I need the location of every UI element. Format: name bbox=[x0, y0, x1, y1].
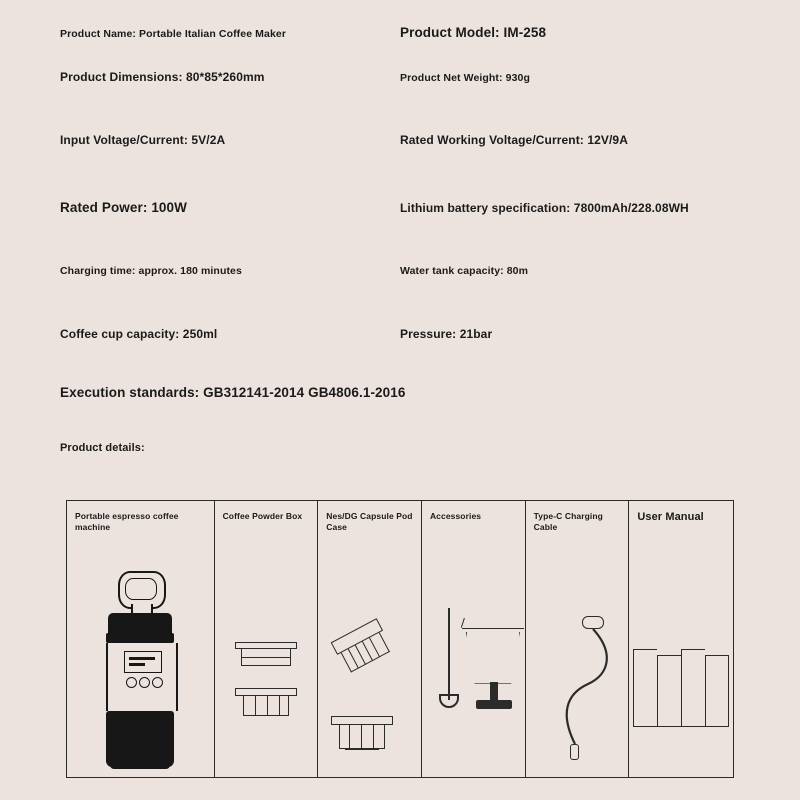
details-column-capsule-pod-case bbox=[318, 501, 422, 777]
spec-row bbox=[60, 24, 760, 70]
details-caption: Type-C Charging Cable bbox=[533, 511, 603, 532]
details-caption: User Manual bbox=[637, 511, 704, 523]
details-caption: Accessories bbox=[429, 511, 482, 521]
details-caption: Nes/DG Capsule Pod Case bbox=[326, 511, 413, 532]
user-manual-icon bbox=[629, 525, 733, 777]
details-column-usb-c-cable bbox=[526, 501, 630, 777]
spec-product-net-weight: Product Net Weight: 930g bbox=[400, 72, 530, 84]
spec-water-tank-capacity: Water tank capacity: 80m bbox=[400, 265, 529, 277]
spec-rated-working-voltage: Rated Working Voltage/Current: 12V/9A bbox=[400, 133, 628, 147]
spec-coffee-cup-capacity: Coffee cup capacity: 250ml bbox=[60, 327, 218, 341]
spec-row bbox=[60, 327, 760, 379]
spec-product-dimensions: Product Dimensions: 80*85*260mm bbox=[60, 70, 265, 84]
product-details-grid bbox=[66, 500, 734, 778]
powder-box-icon bbox=[215, 522, 318, 777]
spec-list bbox=[60, 24, 760, 379]
spec-pressure: Pressure: 21bar bbox=[400, 327, 493, 341]
details-caption: Coffee Powder Box bbox=[222, 511, 303, 521]
spec-input-voltage: Input Voltage/Current: 5V/2A bbox=[60, 133, 226, 147]
spec-product-name: Product Name: Portable Italian Coffee Maker bbox=[60, 28, 287, 40]
spec-product-model: Product Model: IM-258 bbox=[400, 25, 547, 40]
accessories-icon bbox=[422, 522, 525, 777]
spec-row bbox=[60, 133, 760, 199]
spec-row bbox=[60, 265, 760, 327]
spec-lithium-battery: Lithium battery specification: 7800mAh/228.08WH bbox=[400, 201, 689, 215]
capsule-pod-case-icon bbox=[318, 532, 421, 777]
execution-standards: Execution standards: GB312141-2014 GB4806.1-2016 bbox=[60, 385, 406, 400]
details-caption: Portable espresso coffee machine bbox=[75, 511, 179, 532]
details-column-powder-box bbox=[215, 501, 319, 777]
spec-rated-power: Rated Power: 100W bbox=[60, 200, 187, 215]
details-column-coffee-machine bbox=[67, 501, 215, 777]
spec-row bbox=[60, 70, 760, 133]
coffee-machine-icon bbox=[67, 532, 214, 777]
spec-row bbox=[60, 199, 760, 265]
usb-c-cable-icon bbox=[526, 532, 629, 777]
product-details-label: Product details: bbox=[60, 442, 145, 454]
spec-charging-time: Charging time: approx. 180 minutes bbox=[60, 265, 242, 277]
details-column-user-manual bbox=[629, 501, 733, 777]
details-column-accessories bbox=[422, 501, 526, 777]
